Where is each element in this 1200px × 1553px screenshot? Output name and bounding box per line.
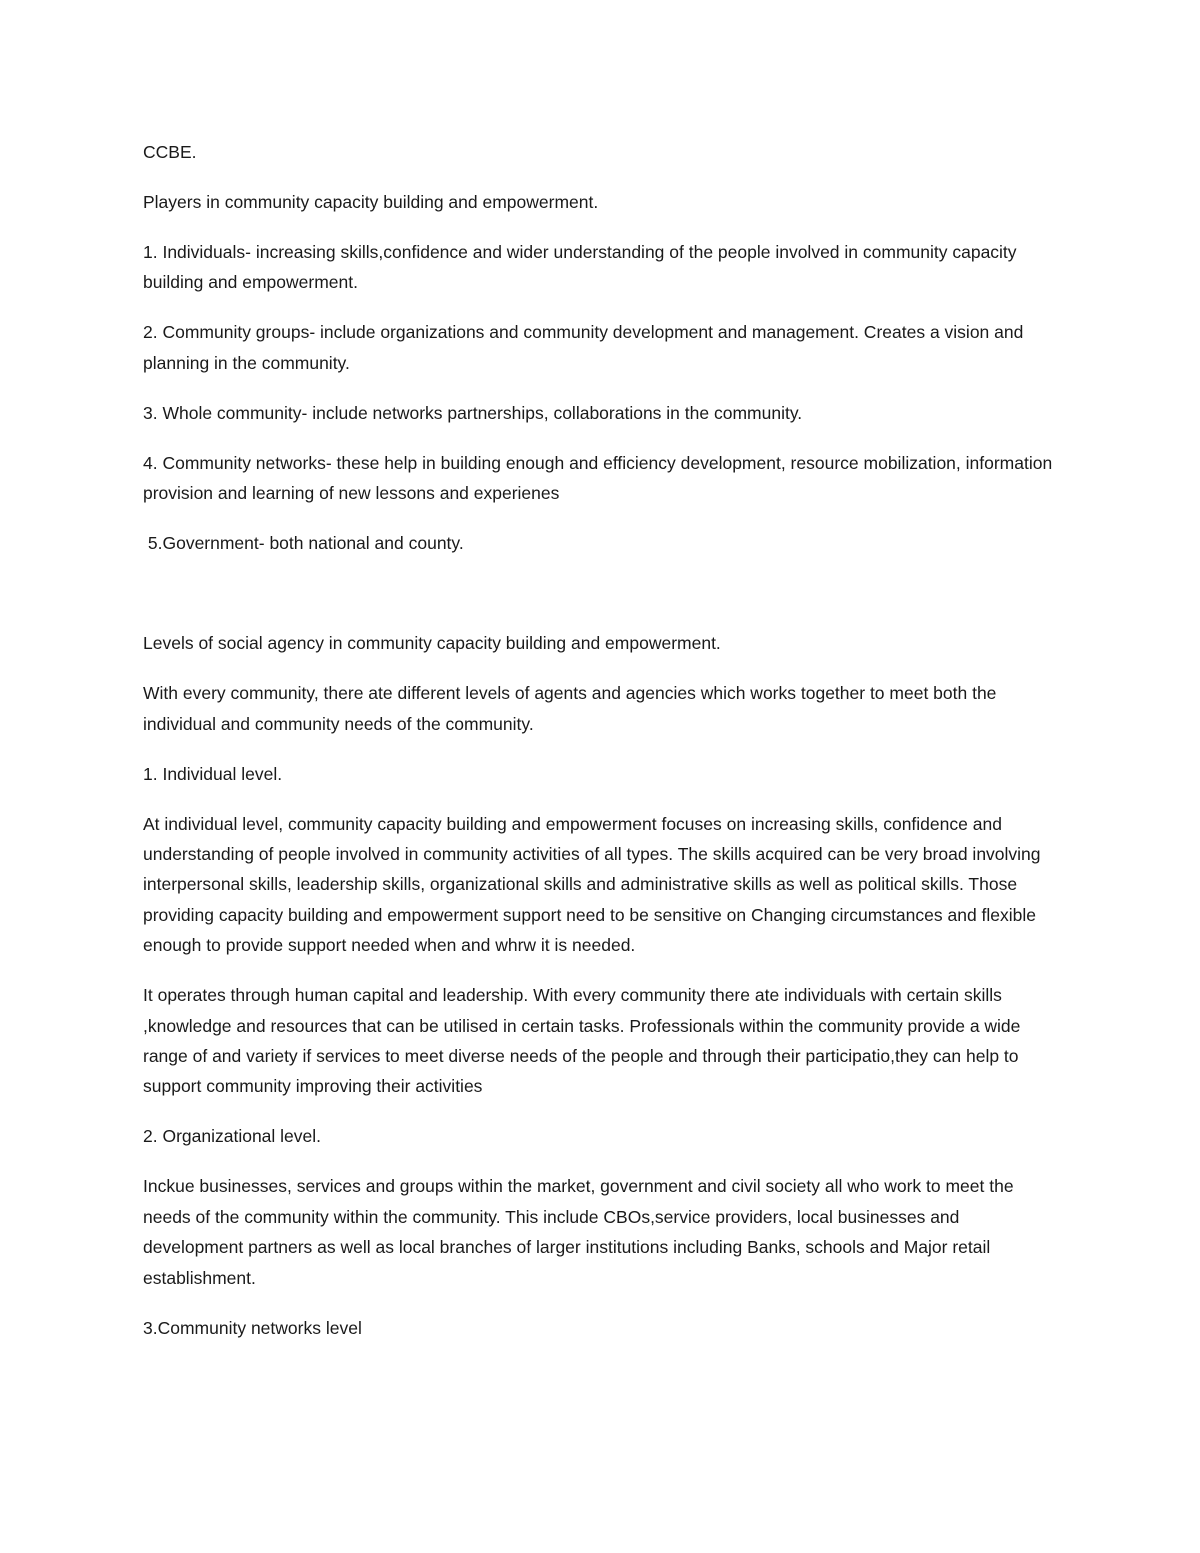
level-heading-individual: 1. Individual level. [143, 763, 283, 784]
individual-level-paragraph-1: At individual level, community capacity building and empowerment focuses on increasing skills, confidence and understanding of people involved in community activities of all types. The skills acquired can be very broad involving interpersonal skills, leadership skills, organizational skills and administrative skills as well as political skills. Those providing capacity building and empowerment support need to be sensitive on Changing circumstances and flexible enough to provide support needed when and whrw it is needed. [143, 813, 1041, 956]
document-heading: CCBE. [143, 142, 197, 162]
players-item-community-networks: 4. Community networks- these help in building enough and efficiency development, resource mobilization, information provision and learning of new lessons and experienes [143, 452, 1053, 504]
section-title-levels: Levels of social agency in community capacity building and empowerment. [143, 633, 721, 654]
section-title-players: Players in community capacity building and empowerment. [143, 192, 599, 212]
level-heading-organizational: 2. Organizational level. [143, 1126, 322, 1147]
players-item-community-groups: 2. Community groups- include organizations and community development and management. Creates a vision and planning in the community. [143, 322, 1024, 373]
players-item-whole-community: 3. Whole community- include networks partnerships, collaborations in the community. [143, 402, 803, 423]
individual-level-paragraph-2: It operates through human capital and leadership. With every community there ate individuals with certain skills ,knowledge and resources that can be utilised in certain tasks. Professionals within the community provide a wide range of and variety if services to meet diverse needs of the people and through their participatio,they can help to support community improving their activities [143, 985, 1021, 1097]
level-heading-community-networks: 3.Community networks level [143, 1317, 362, 1338]
blank-line [143, 578, 1063, 628]
players-item-government: 5.Government- both national and county. [143, 533, 464, 554]
levels-intro-paragraph: With every community, there ate different levels of agents and agencies which works together to meet both the individual and community needs of the community. [143, 683, 997, 734]
organizational-level-paragraph: Inckue businesses, services and groups within the market, government and civil society all who work to meet the needs of the community within the community. This include CBOs,service providers, local businesses and development partners as well as local branches of larger institutions including Banks, schools and Major retail establishment. [143, 1176, 1014, 1288]
players-item-individuals: 1. Individuals- increasing skills,confidence and wider understanding of the people involved in community capacity building and empowerment. [143, 242, 1017, 293]
document-body [143, 137, 1063, 1363]
